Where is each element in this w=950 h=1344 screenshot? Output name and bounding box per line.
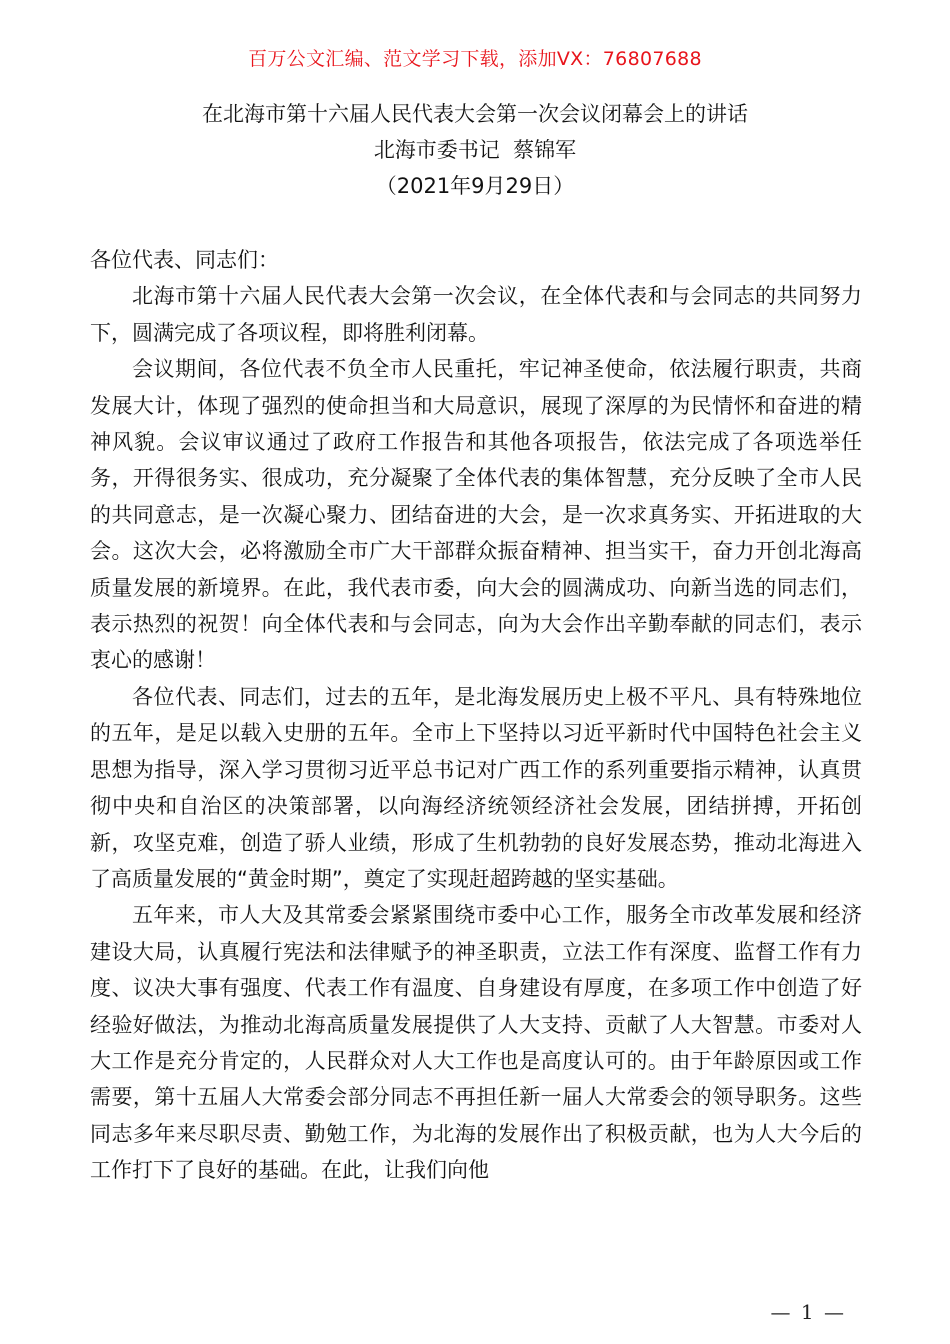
paragraph-1: 北海市第十六届人民代表大会第一次会议，在全体代表和与会同志的共同努力下，圆满完成了各项议程，即将胜利闭幕。 [90, 284, 862, 345]
document-date: （2021年9月29日） [375, 174, 575, 198]
document-author: 北海市委书记 蔡锦军 [373, 138, 577, 162]
page-number: — 1 — [770, 1300, 846, 1324]
document-body [90, 242, 862, 1189]
paragraph-3: 各位代表、同志们，过去的五年，是北海发展历史上极不平凡、具有特殊地位的五年，是足以载入史册的五年。全市上下坚持以习近平新时代中国特色社会主义思想为指导，深入学习贯彻习近平总书记对广西工作的系列重要指示精神，认真贯彻中央和自治区的决策部署，以向海经济统领经济社会发展，团结拼搏，开拓创新，攻坚克难，创造了骄人业绩，形成了生机勃勃的良好发展态势，推动北海进入了高质量发展的“黄金时期”，奠定了实现赶超跨越的坚实基础。 [90, 684, 862, 891]
document-title: 在北海市第十六届人民代表大会第一次会议闭幕会上的讲话 [202, 102, 748, 126]
salutation: 各位代表、同志们： [90, 248, 279, 272]
watermark-text: 百万公文汇编、范文学习下载，添加VX：76807688 [248, 48, 702, 70]
paragraph-4: 五年来，市人大及其常委会紧紧围绕市委中心工作，服务全市改革发展和经济建设大局，认真履行宪法和法律赋予的神圣职责，立法工作有深度、监督工作有力度、议决大事有强度、代表工作有温度、自身建设有厚度，在多项工作中创造了好经验好做法，为推动北海高质量发展提供了人大支持、贡献了人大智慧。市委对人大工作是充分肯定的，人民群众对人大工作也是高度认可的。由于年龄原因或工作需要，第十五届人大常委会部分同志不再担任新一届人大常委会的领导职务。这些同志多年来尽职尽责、勤勉工作，为北海的发展作出了积极贡献，也为人大今后的工作打下了良好的基础。在此，让我们向他 [90, 903, 862, 1183]
title-block [0, 96, 950, 204]
paragraph-2: 会议期间，各位代表不负全市人民重托，牢记神圣使命，依法履行职责，共商发展大计，体现了强烈的使命担当和大局意识，展现了深厚的为民情怀和奋进的精神风貌。会议审议通过了政府工作报告和其他各项报告，依法完成了各项选举任务，开得很务实、很成功，充分凝聚了全体代表的集体智慧，充分反映了全市人民的共同意志，是一次凝心聚力、团结奋进的大会，是一次求真务实、开拓进取的大会。这次大会，必将激励全市广大干部群众振奋精神、担当实干，奋力开创北海高质量发展的新境界。在此，我代表市委，向大会的圆满成功、向新当选的同志们，表示热烈的祝贺！向全体代表和与会同志，向为大会作出辛勤奉献的同志们，表示衷心的感谢！ [90, 357, 862, 673]
